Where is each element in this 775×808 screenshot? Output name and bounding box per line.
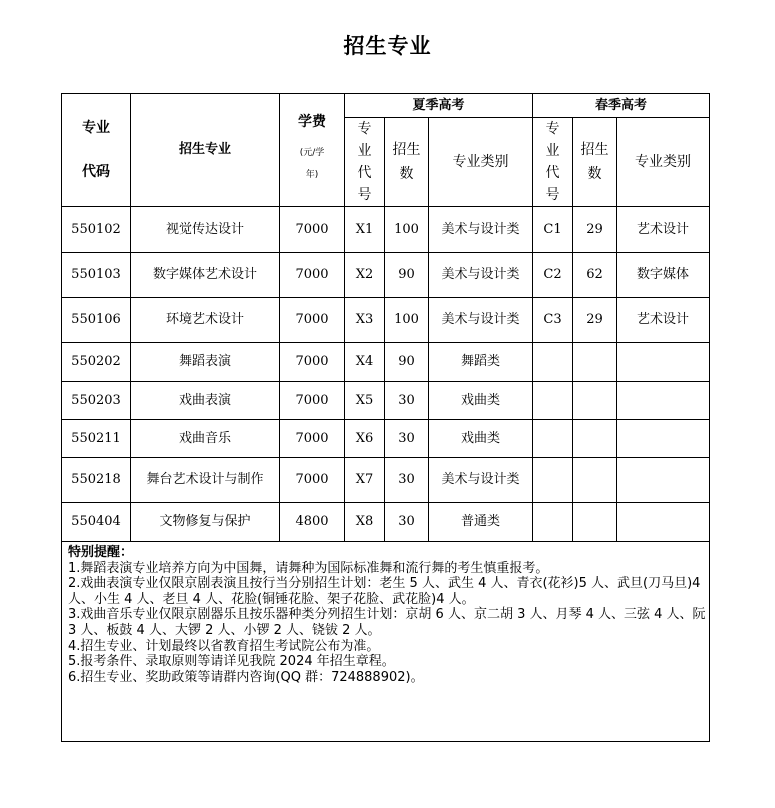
cell-summer-quota: 100 [385, 298, 429, 343]
note-line: 4.招生专业、计划最终以省教育招生考试院公布为准。 [68, 638, 380, 654]
cell-spring-code [533, 420, 573, 458]
cell-summer-quota: 30 [385, 458, 429, 503]
cell-spring-code: C3 [533, 298, 573, 343]
cell-spring-category [617, 343, 710, 382]
cell-summer-quota: 30 [385, 503, 429, 542]
table-row [62, 207, 710, 253]
header-spring-category: 专业类别 [617, 118, 710, 207]
cell-fee: 7000 [280, 253, 345, 298]
cell-code: 550203 [62, 382, 131, 420]
header-spring-code: 专 业 代 号 [533, 118, 573, 207]
header-fee-unit-line1: (元/学 [299, 148, 325, 159]
cell-spring-code [533, 382, 573, 420]
cell-summer-code: X4 [345, 343, 385, 382]
cell-summer-code: X7 [345, 458, 385, 503]
table-row [62, 253, 710, 298]
cell-summer-code: X5 [345, 382, 385, 420]
cell-summer-quota: 100 [385, 207, 429, 253]
cell-major: 文物修复与保护 [131, 503, 280, 542]
header-fee-unit-line2: 年) [305, 170, 319, 181]
cell-summer-code: X2 [345, 253, 385, 298]
cell-summer-category: 戏曲类 [429, 382, 533, 420]
enrollment-table [61, 93, 710, 742]
cell-code: 550102 [62, 207, 131, 253]
header-spring: 春季高考 [533, 94, 710, 118]
notes-title: 特别提醒： [68, 545, 134, 560]
cell-major: 视觉传达设计 [131, 207, 280, 253]
header-code-line2: 代码 [82, 164, 110, 180]
header-summer-quota: 招生 数 [385, 118, 429, 207]
header-fee-label: 学费 [298, 113, 326, 130]
header-major: 招生专业 [131, 94, 280, 207]
page-title: 招生专业 [343, 34, 432, 58]
table-row [62, 343, 710, 382]
table-row [62, 420, 710, 458]
cell-spring-code: C2 [533, 253, 573, 298]
cell-spring-category: 数字媒体 [617, 253, 710, 298]
cell-spring-quota: 29 [573, 207, 617, 253]
note-line: 3.戏曲音乐专业仅限京剧器乐且按乐器种类分列招生计划：京胡 6 人、京二胡 3 人、月琴 4 人、三弦 4 人、阮 3 人、板鼓 4 人、大锣 2 人、小锣 2 人、铙钹 2 人。 [68, 607, 706, 638]
cell-spring-quota [573, 382, 617, 420]
note-line: 2.戏曲表演专业仅限京剧表演且按行当分别招生计划：老生 5 人、武生 4 人、青衣(花衫)5 人、武旦(刀马旦)4 人、小生 4 人、老旦 4 人、花脸(铜锤花脸、架子花脸、武花脸)4 人。 [68, 576, 701, 607]
cell-major: 舞蹈表演 [131, 343, 280, 382]
cell-code: 550211 [62, 420, 131, 458]
cell-summer-quota: 90 [385, 343, 429, 382]
cell-major: 戏曲表演 [131, 382, 280, 420]
header-fee [280, 94, 345, 207]
cell-spring-code [533, 503, 573, 542]
cell-spring-quota [573, 420, 617, 458]
cell-fee: 7000 [280, 382, 345, 420]
cell-spring-category [617, 458, 710, 503]
note-line: 6.招生专业、奖助政策等请群内咨询(QQ 群：724888902)。 [68, 669, 424, 685]
cell-summer-category: 美术与设计类 [429, 253, 533, 298]
cell-fee: 7000 [280, 458, 345, 503]
cell-summer-code: X6 [345, 420, 385, 458]
cell-summer-code: X1 [345, 207, 385, 253]
cell-summer-quota: 90 [385, 253, 429, 298]
cell-spring-quota [573, 343, 617, 382]
header-summer-category: 专业类别 [429, 118, 533, 207]
note-line: 5.报考条件、录取原则等请详见我院 2024 年招生章程。 [68, 654, 395, 670]
cell-summer-code: X3 [345, 298, 385, 343]
cell-summer-code: X8 [345, 503, 385, 542]
cell-code: 550103 [62, 253, 131, 298]
table-row [62, 382, 710, 420]
header-summer: 夏季高考 [345, 94, 533, 118]
cell-spring-category [617, 420, 710, 458]
cell-spring-code [533, 458, 573, 503]
cell-fee: 7000 [280, 420, 345, 458]
cell-summer-quota: 30 [385, 382, 429, 420]
note-line: 1.舞蹈表演专业培养方向为中国舞，请舞种为国际标准舞和流行舞的考生慎重报考。 [68, 560, 549, 576]
cell-major: 戏曲音乐 [131, 420, 280, 458]
cell-summer-category: 美术与设计类 [429, 458, 533, 503]
header-summer-code: 专 业 代 号 [345, 118, 385, 207]
cell-code: 550202 [62, 343, 131, 382]
cell-spring-quota: 62 [573, 253, 617, 298]
cell-spring-quota [573, 458, 617, 503]
cell-fee: 7000 [280, 207, 345, 253]
header-spring-quota: 招生 数 [573, 118, 617, 207]
cell-summer-category: 美术与设计类 [429, 298, 533, 343]
cell-code: 550218 [62, 458, 131, 503]
table-row [62, 503, 710, 542]
cell-major: 数字媒体艺术设计 [131, 253, 280, 298]
cell-code: 550106 [62, 298, 131, 343]
cell-spring-category [617, 503, 710, 542]
cell-fee: 7000 [280, 298, 345, 343]
cell-code: 550404 [62, 503, 131, 542]
cell-spring-code: C1 [533, 207, 573, 253]
cell-summer-category: 美术与设计类 [429, 207, 533, 253]
special-notes [62, 542, 710, 742]
cell-summer-quota: 30 [385, 420, 429, 458]
cell-spring-category: 艺术设计 [617, 207, 710, 253]
cell-spring-category: 艺术设计 [617, 298, 710, 343]
cell-spring-quota: 29 [573, 298, 617, 343]
cell-spring-category [617, 382, 710, 420]
cell-spring-code [533, 343, 573, 382]
cell-major: 环境艺术设计 [131, 298, 280, 343]
table-row [62, 458, 710, 503]
cell-summer-category: 戏曲类 [429, 420, 533, 458]
cell-fee: 4800 [280, 503, 345, 542]
header-code [62, 94, 131, 207]
cell-major: 舞台艺术设计与制作 [131, 458, 280, 503]
header-fee-unit [280, 142, 344, 186]
cell-summer-category: 舞蹈类 [429, 343, 533, 382]
table-row [62, 298, 710, 343]
cell-fee: 7000 [280, 343, 345, 382]
cell-summer-category: 普通类 [429, 503, 533, 542]
header-code-line1: 专业 [82, 120, 110, 136]
cell-spring-quota [573, 503, 617, 542]
